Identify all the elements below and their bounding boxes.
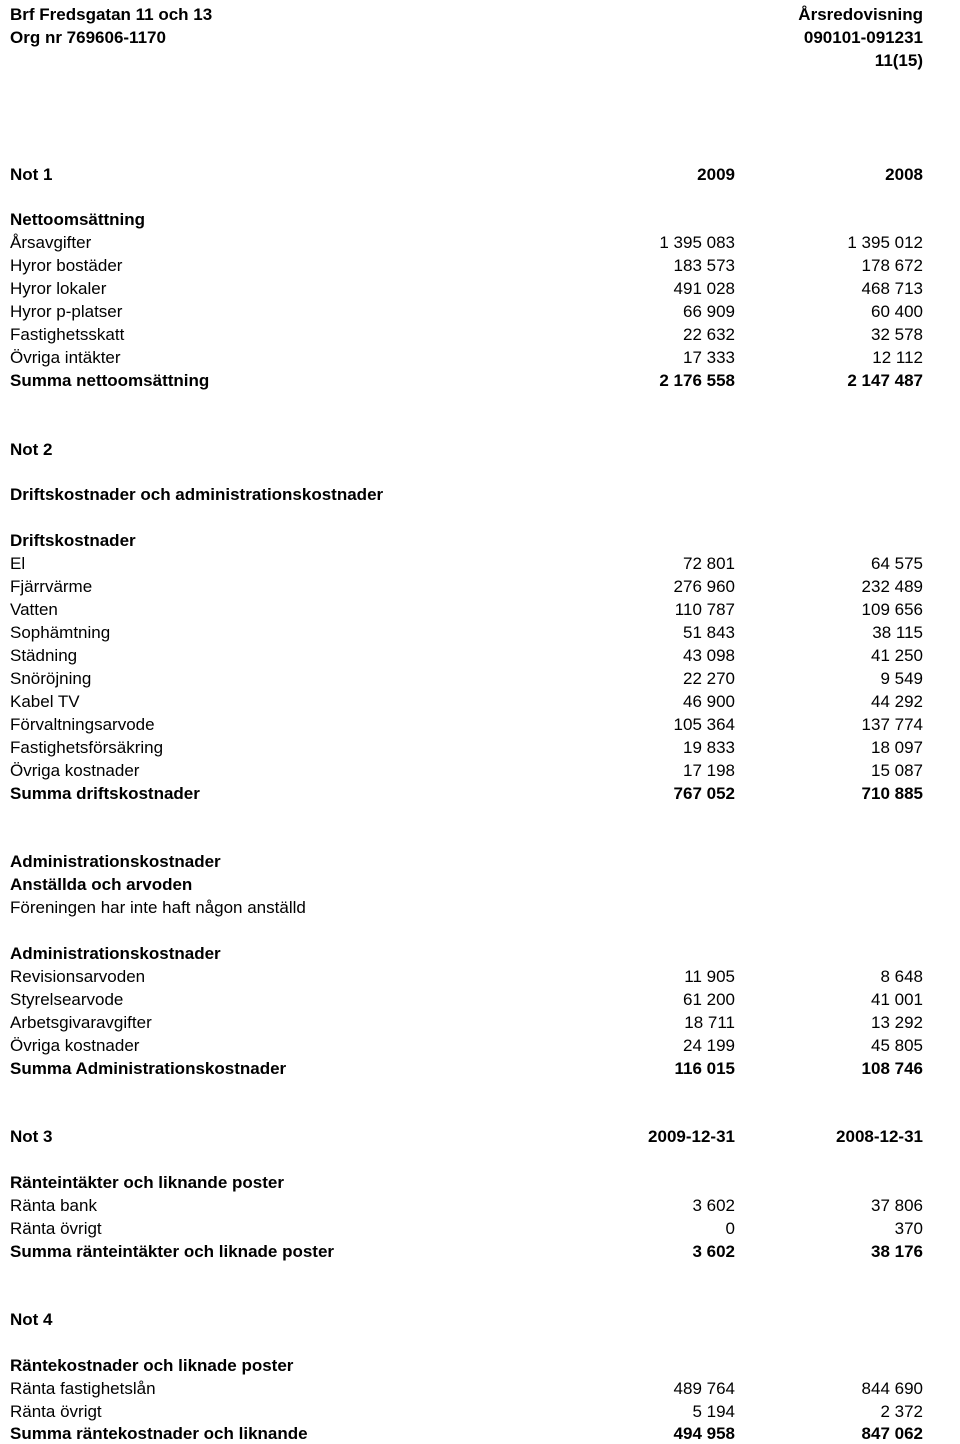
staff-note: Föreningen har inte haft någon anställd <box>10 898 306 917</box>
row-label: Ränta övrigt <box>10 1219 102 1238</box>
row-label: Årsavgifter <box>10 233 92 252</box>
total-value-2009: 767 052 <box>673 784 735 803</box>
note-3-column-header-2009: 2009-12-31 <box>648 1127 735 1146</box>
row-value-2009: 183 573 <box>673 256 735 275</box>
row-value-2009: 66 909 <box>683 302 735 321</box>
row-label: Övriga kostnader <box>10 761 140 780</box>
note-3-section-heading: Ränteintäkter och liknande poster <box>10 1173 284 1192</box>
row-value-2009: 5 194 <box>692 1402 735 1421</box>
row-value-2008: 109 656 <box>861 600 923 619</box>
row-label: Övriga intäkter <box>10 348 121 367</box>
row-value-2008: 38 115 <box>872 623 923 642</box>
row-value-2008: 32 578 <box>871 325 923 344</box>
total-value-2008: 38 176 <box>871 1242 923 1261</box>
row-label: Hyror p-platser <box>10 302 123 321</box>
total-value-2008: 2 147 487 <box>847 371 923 390</box>
row-label: Ränta bank <box>10 1196 97 1215</box>
org-name: Brf Fredsgatan 11 och 13 <box>10 5 213 24</box>
row-value-2009: 105 364 <box>673 715 735 734</box>
row-value-2009: 51 843 <box>683 623 735 642</box>
row-value-2009: 22 632 <box>683 325 735 344</box>
total-label: Summa ränteintäkter och liknade poster <box>10 1242 335 1261</box>
row-label: Ränta övrigt <box>10 1402 102 1421</box>
row-label: Vatten <box>10 600 58 619</box>
row-label: Kabel TV <box>10 692 80 711</box>
row-value-2008: 13 292 <box>871 1013 923 1032</box>
row-value-2009: 489 764 <box>673 1379 735 1398</box>
row-value-2009: 61 200 <box>683 990 735 1009</box>
staff-heading: Anställda och arvoden <box>10 875 193 894</box>
row-value-2008: 41 001 <box>871 990 923 1009</box>
note-3-title: Not 3 <box>10 1127 53 1146</box>
row-label: Fjärrvärme <box>10 577 93 596</box>
total-value-2009: 494 958 <box>673 1424 735 1443</box>
row-value-2009: 17 333 <box>683 348 735 367</box>
page-number: 11(15) <box>874 51 923 70</box>
fiscal-period: 090101-091231 <box>803 28 923 47</box>
row-label: Arbetsgivaravgifter <box>10 1013 152 1032</box>
total-label: Summa driftskostnader <box>10 784 200 803</box>
note-4-title: Not 4 <box>10 1310 53 1329</box>
row-value-2009: 1 395 083 <box>659 233 735 252</box>
drift-section-heading: Driftskostnader <box>10 531 136 550</box>
row-label: Förvaltningsarvode <box>10 715 155 734</box>
row-value-2008: 44 292 <box>871 692 923 711</box>
row-value-2008: 64 575 <box>871 554 923 573</box>
row-value-2008: 844 690 <box>861 1379 923 1398</box>
row-label: Hyror bostäder <box>10 256 123 275</box>
total-label: Summa Administrationskostnader <box>10 1059 287 1078</box>
row-value-2008: 15 087 <box>871 761 923 780</box>
note-1-section-heading: Nettoomsättning <box>10 210 146 229</box>
row-value-2009: 110 787 <box>674 600 735 619</box>
row-value-2008: 37 806 <box>871 1196 923 1215</box>
row-value-2009: 72 801 <box>683 554 735 573</box>
row-value-2008: 232 489 <box>861 577 923 596</box>
row-value-2008: 9 549 <box>880 669 923 688</box>
row-value-2008: 137 774 <box>861 715 923 734</box>
total-value-2009: 116 015 <box>674 1059 735 1078</box>
row-value-2009: 491 028 <box>673 279 735 298</box>
row-value-2009: 3 602 <box>692 1196 735 1215</box>
note-2-heading: Driftskostnader och administrationskostnader <box>10 485 384 504</box>
row-label: Ränta fastighetslån <box>10 1379 156 1398</box>
row-value-2008: 18 097 <box>871 738 923 757</box>
note-1-title: Not 1 <box>10 165 53 184</box>
row-label: Fastighetsförsäkring <box>10 738 164 757</box>
row-value-2008: 41 250 <box>871 646 923 665</box>
row-label: Övriga kostnader <box>10 1036 140 1055</box>
row-value-2009: 24 199 <box>683 1036 735 1055</box>
row-value-2009: 22 270 <box>683 669 735 688</box>
note-2-title: Not 2 <box>10 440 53 459</box>
row-label: Fastighetsskatt <box>10 325 125 344</box>
row-label: Städning <box>10 646 78 665</box>
admin-section-heading: Administrationskostnader <box>10 944 221 963</box>
row-value-2009: 17 198 <box>683 761 735 780</box>
row-value-2008: 45 805 <box>871 1036 923 1055</box>
document-type: Årsredovisning <box>798 5 923 24</box>
row-label: Styrelsearvode <box>10 990 124 1009</box>
row-label: Snöröjning <box>10 669 92 688</box>
admin-heading: Administrationskostnader <box>10 852 221 871</box>
row-value-2008: 8 648 <box>880 967 923 986</box>
row-value-2009: 19 833 <box>683 738 735 757</box>
total-value-2008: 710 885 <box>861 784 923 803</box>
row-label: Sophämtning <box>10 623 111 642</box>
row-value-2008: 468 713 <box>861 279 923 298</box>
row-label: Revisionsarvoden <box>10 967 146 986</box>
total-value-2008: 847 062 <box>861 1424 923 1443</box>
total-value-2009: 2 176 558 <box>659 371 735 390</box>
total-label: Summa nettoomsättning <box>10 371 210 390</box>
row-value-2008: 60 400 <box>871 302 923 321</box>
row-value-2008: 12 112 <box>872 348 923 367</box>
row-label: Hyror lokaler <box>10 279 107 298</box>
note-4-section-heading: Räntekostnader och liknade poster <box>10 1356 294 1375</box>
row-value-2008: 2 372 <box>880 1402 923 1421</box>
row-value-2009: 0 <box>725 1219 735 1238</box>
total-value-2008: 108 746 <box>861 1059 923 1078</box>
row-label: El <box>10 554 26 573</box>
note-1-column-header-2009: 2009 <box>697 165 735 184</box>
row-value-2009: 43 098 <box>683 646 735 665</box>
note-3-column-header-2008: 2008-12-31 <box>836 1127 923 1146</box>
org-number: Org nr 769606-1170 <box>10 28 166 47</box>
row-value-2008: 1 395 012 <box>847 233 923 252</box>
row-value-2009: 276 960 <box>673 577 735 596</box>
row-value-2009: 18 711 <box>684 1013 735 1032</box>
total-label: Summa räntekostnader och liknande <box>10 1424 308 1443</box>
total-value-2009: 3 602 <box>692 1242 735 1261</box>
row-value-2008: 370 <box>894 1219 923 1238</box>
note-1-column-header-2008: 2008 <box>885 165 923 184</box>
row-value-2008: 178 672 <box>861 256 923 275</box>
row-value-2009: 11 905 <box>684 967 735 986</box>
row-value-2009: 46 900 <box>683 692 735 711</box>
